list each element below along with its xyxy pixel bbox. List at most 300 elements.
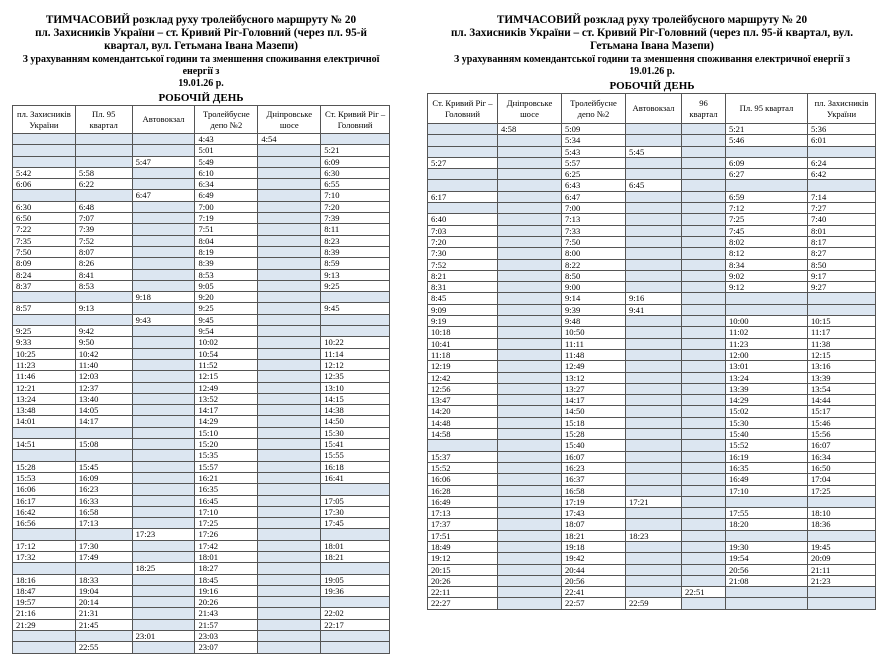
time-cell: 13:39 xyxy=(808,372,876,383)
time-cell xyxy=(682,169,726,180)
time-cell xyxy=(132,269,195,280)
time-cell: 19:30 xyxy=(726,541,808,552)
table-row xyxy=(13,450,390,461)
time-cell: 17:30 xyxy=(75,540,132,551)
time-cell: 5:42 xyxy=(13,167,76,178)
time-cell xyxy=(132,326,195,337)
time-cell: 17:04 xyxy=(808,474,876,485)
table-row xyxy=(13,258,390,269)
time-cell xyxy=(808,180,876,191)
time-cell: 17:55 xyxy=(726,508,808,519)
time-cell: 14:20 xyxy=(428,406,498,417)
table-row xyxy=(13,213,390,224)
time-cell: 15:30 xyxy=(726,417,808,428)
time-cell xyxy=(682,395,726,406)
time-cell xyxy=(132,461,195,472)
time-cell: 17:45 xyxy=(321,518,390,529)
time-cell: 7:50 xyxy=(562,236,626,247)
time-cell: 6:27 xyxy=(726,169,808,180)
column-header: Ст. Кривий Ріг – Головний xyxy=(321,106,390,134)
time-cell xyxy=(726,293,808,304)
time-cell xyxy=(498,564,562,575)
table-row xyxy=(428,474,876,485)
time-cell xyxy=(682,191,726,202)
time-cell xyxy=(626,541,682,552)
time-cell: 14:15 xyxy=(321,393,390,404)
time-cell: 8:34 xyxy=(726,259,808,270)
time-cell xyxy=(626,361,682,372)
time-cell: 14:29 xyxy=(195,416,258,427)
time-cell xyxy=(626,440,682,451)
time-cell: 9:33 xyxy=(13,337,76,348)
time-cell xyxy=(132,337,195,348)
time-cell: 8:09 xyxy=(13,258,76,269)
time-cell: 13:27 xyxy=(562,383,626,394)
time-cell xyxy=(132,371,195,382)
table-row xyxy=(13,484,390,495)
time-cell xyxy=(498,462,562,473)
table-row xyxy=(13,371,390,382)
time-cell: 17:37 xyxy=(428,519,498,530)
time-cell: 20:26 xyxy=(428,575,498,586)
time-cell xyxy=(682,406,726,417)
time-cell xyxy=(498,225,562,236)
time-cell: 16:50 xyxy=(808,462,876,473)
time-cell xyxy=(626,417,682,428)
time-cell xyxy=(808,304,876,315)
time-cell: 8:39 xyxy=(195,258,258,269)
time-cell: 6:17 xyxy=(428,191,498,202)
table-row xyxy=(428,282,876,293)
time-cell xyxy=(626,327,682,338)
time-cell xyxy=(428,203,498,214)
time-cell: 5:27 xyxy=(428,157,498,168)
time-cell: 14:51 xyxy=(13,439,76,450)
table-row xyxy=(428,304,876,315)
time-cell xyxy=(498,282,562,293)
time-cell: 18:01 xyxy=(321,540,390,551)
time-cell xyxy=(258,439,321,450)
time-cell xyxy=(682,541,726,552)
time-cell: 9:50 xyxy=(75,337,132,348)
time-cell xyxy=(13,292,76,303)
time-cell: 12:37 xyxy=(75,382,132,393)
time-cell xyxy=(498,395,562,406)
time-cell: 7:19 xyxy=(195,213,258,224)
table-row xyxy=(428,417,876,428)
time-cell: 15:41 xyxy=(321,439,390,450)
table-row xyxy=(428,383,876,394)
time-cell xyxy=(498,180,562,191)
time-cell: 18:16 xyxy=(13,574,76,585)
time-cell xyxy=(13,631,76,642)
time-cell: 21:43 xyxy=(195,608,258,619)
time-cell: 5:21 xyxy=(321,145,390,156)
time-cell: 9:17 xyxy=(808,270,876,281)
time-cell xyxy=(626,225,682,236)
time-cell: 7:10 xyxy=(321,190,390,201)
time-cell: 18:33 xyxy=(75,574,132,585)
time-cell: 17:13 xyxy=(75,518,132,529)
time-cell: 18:07 xyxy=(562,519,626,530)
time-cell xyxy=(682,383,726,394)
time-cell xyxy=(428,169,498,180)
table-row xyxy=(428,372,876,383)
time-cell xyxy=(682,225,726,236)
time-cell: 14:38 xyxy=(321,405,390,416)
time-cell xyxy=(258,224,321,235)
time-cell: 18:47 xyxy=(13,585,76,596)
time-cell xyxy=(258,235,321,246)
time-cell: 15:56 xyxy=(808,429,876,440)
time-cell: 18:21 xyxy=(562,530,626,541)
table-row xyxy=(428,485,876,496)
time-cell: 5:58 xyxy=(75,167,132,178)
time-cell xyxy=(682,338,726,349)
table-row xyxy=(13,642,390,653)
table-row xyxy=(13,303,390,314)
time-cell xyxy=(498,417,562,428)
schedule-header xyxy=(427,14,877,78)
time-cell xyxy=(258,246,321,257)
column-header: Пл. 95 квартал xyxy=(726,94,808,124)
title-line-3: Гетьмана Івана Мазепи) xyxy=(590,40,714,52)
time-cell: 12:42 xyxy=(428,372,498,383)
time-cell: 14:01 xyxy=(13,416,76,427)
time-cell: 7:52 xyxy=(428,259,498,270)
time-cell: 7:45 xyxy=(726,225,808,236)
time-cell: 19:12 xyxy=(428,553,498,564)
time-cell xyxy=(258,303,321,314)
time-cell: 12:49 xyxy=(195,382,258,393)
time-cell: 13:16 xyxy=(808,361,876,372)
time-cell xyxy=(132,619,195,630)
time-cell xyxy=(13,563,76,574)
time-cell xyxy=(498,598,562,609)
time-cell: 6:47 xyxy=(132,190,195,201)
time-cell xyxy=(258,179,321,190)
table-row xyxy=(13,359,390,370)
time-cell xyxy=(726,496,808,507)
time-cell: 21:31 xyxy=(75,608,132,619)
time-cell xyxy=(258,292,321,303)
time-cell: 13:52 xyxy=(195,393,258,404)
time-cell xyxy=(682,508,726,519)
time-cell xyxy=(258,529,321,540)
time-cell: 10:00 xyxy=(726,316,808,327)
time-cell xyxy=(682,282,726,293)
time-cell xyxy=(132,280,195,291)
time-cell xyxy=(626,553,682,564)
table-row xyxy=(428,395,876,406)
time-cell: 15:17 xyxy=(808,406,876,417)
time-cell: 6:42 xyxy=(808,169,876,180)
time-cell: 7:14 xyxy=(808,191,876,202)
time-cell: 8:37 xyxy=(13,280,76,291)
schedule-page-right xyxy=(427,0,877,610)
column-header: Ст. Кривий Ріг – Головний xyxy=(428,94,498,124)
time-cell: 16:23 xyxy=(75,484,132,495)
time-cell: 7:27 xyxy=(808,203,876,214)
table-row xyxy=(13,631,390,642)
time-cell: 16:56 xyxy=(13,518,76,529)
time-cell xyxy=(498,146,562,157)
time-cell: 8:23 xyxy=(321,235,390,246)
time-cell: 17:25 xyxy=(808,485,876,496)
time-cell: 12:15 xyxy=(808,349,876,360)
table-row xyxy=(428,338,876,349)
time-cell xyxy=(258,461,321,472)
time-cell xyxy=(682,553,726,564)
time-cell: 12:00 xyxy=(726,349,808,360)
time-cell: 18:20 xyxy=(726,519,808,530)
time-cell: 17:10 xyxy=(726,485,808,496)
time-cell xyxy=(808,530,876,541)
table-row xyxy=(428,270,876,281)
time-cell: 6:09 xyxy=(321,156,390,167)
time-cell: 21:16 xyxy=(13,608,76,619)
title-line-1: ТИМЧАСОВИЙ розклад руху тролейбусного маршруту № 20 xyxy=(496,14,808,26)
time-cell xyxy=(808,496,876,507)
notice-line-2: 19.01.26 р. xyxy=(629,66,675,77)
time-cell: 23:03 xyxy=(195,631,258,642)
time-cell xyxy=(258,450,321,461)
time-cell: 8:39 xyxy=(321,246,390,257)
time-cell xyxy=(682,293,726,304)
table-row xyxy=(13,280,390,291)
table-row xyxy=(13,585,390,596)
time-cell: 9:19 xyxy=(428,316,498,327)
time-cell xyxy=(626,429,682,440)
time-cell xyxy=(498,474,562,485)
time-cell: 22:02 xyxy=(321,608,390,619)
time-cell xyxy=(258,201,321,212)
table-row xyxy=(13,405,390,416)
time-cell xyxy=(132,574,195,585)
time-cell xyxy=(682,316,726,327)
time-cell xyxy=(682,124,726,135)
table-row xyxy=(13,506,390,517)
header-row xyxy=(428,94,876,124)
time-cell: 22:27 xyxy=(428,598,498,609)
time-cell xyxy=(132,235,195,246)
time-cell: 14:44 xyxy=(808,395,876,406)
time-cell: 11:02 xyxy=(726,327,808,338)
time-cell: 9:09 xyxy=(428,304,498,315)
time-cell: 6:45 xyxy=(626,180,682,191)
time-cell: 6:49 xyxy=(195,190,258,201)
time-cell: 9:42 xyxy=(75,326,132,337)
time-cell xyxy=(726,180,808,191)
time-cell xyxy=(132,439,195,450)
table-row xyxy=(13,461,390,472)
time-cell: 19:54 xyxy=(726,553,808,564)
time-cell xyxy=(258,518,321,529)
time-cell: 14:05 xyxy=(75,405,132,416)
time-cell xyxy=(75,292,132,303)
time-cell xyxy=(498,383,562,394)
table-row xyxy=(428,124,876,135)
time-cell xyxy=(132,495,195,506)
time-cell: 13:40 xyxy=(75,393,132,404)
time-cell: 7:03 xyxy=(428,225,498,236)
time-cell xyxy=(682,203,726,214)
time-cell xyxy=(626,564,682,575)
time-cell xyxy=(498,135,562,146)
time-cell: 16:45 xyxy=(195,495,258,506)
time-cell xyxy=(75,190,132,201)
table-row xyxy=(428,451,876,462)
time-cell xyxy=(682,417,726,428)
time-cell: 15:02 xyxy=(726,406,808,417)
time-cell: 7:13 xyxy=(562,214,626,225)
time-cell xyxy=(132,427,195,438)
time-cell: 17:12 xyxy=(13,540,76,551)
time-cell: 8:17 xyxy=(808,236,876,247)
time-cell xyxy=(682,270,726,281)
table-row xyxy=(13,326,390,337)
time-cell xyxy=(498,451,562,462)
time-cell xyxy=(258,574,321,585)
time-cell: 16:17 xyxy=(13,495,76,506)
time-cell: 8:11 xyxy=(321,224,390,235)
time-cell: 13:01 xyxy=(726,361,808,372)
time-cell xyxy=(321,314,390,325)
time-cell xyxy=(498,316,562,327)
table-row xyxy=(13,518,390,529)
time-cell: 12:03 xyxy=(75,371,132,382)
time-cell xyxy=(726,598,808,609)
time-cell xyxy=(258,359,321,370)
time-cell: 15:45 xyxy=(75,461,132,472)
time-cell: 11:14 xyxy=(321,348,390,359)
table-row xyxy=(428,180,876,191)
time-cell xyxy=(498,349,562,360)
table-row xyxy=(13,156,390,167)
time-cell xyxy=(498,157,562,168)
time-cell: 8:53 xyxy=(195,269,258,280)
time-cell: 8:41 xyxy=(75,269,132,280)
time-cell: 16:35 xyxy=(726,462,808,473)
time-cell xyxy=(258,416,321,427)
time-cell: 15:53 xyxy=(13,472,76,483)
time-cell xyxy=(498,169,562,180)
time-cell: 8:50 xyxy=(808,259,876,270)
time-cell xyxy=(132,348,195,359)
time-cell xyxy=(258,269,321,280)
time-cell xyxy=(132,167,195,178)
column-header: пл. Захисників України xyxy=(808,94,876,124)
time-cell: 8:12 xyxy=(726,248,808,259)
time-cell xyxy=(626,248,682,259)
time-cell xyxy=(258,348,321,359)
time-cell xyxy=(428,180,498,191)
time-cell xyxy=(682,519,726,530)
time-cell: 18:21 xyxy=(321,551,390,562)
table-row xyxy=(428,259,876,270)
time-cell xyxy=(321,642,390,653)
time-cell xyxy=(75,156,132,167)
time-cell: 10:42 xyxy=(75,348,132,359)
table-row xyxy=(13,529,390,540)
notice-line-1: З урахуванням комендантської години та зменшення споживання електричної енергії з xyxy=(453,54,851,65)
time-cell: 9:43 xyxy=(132,314,195,325)
time-cell: 16:09 xyxy=(75,472,132,483)
table-row xyxy=(13,393,390,404)
time-cell xyxy=(626,519,682,530)
time-cell: 7:50 xyxy=(13,246,76,257)
time-cell xyxy=(258,472,321,483)
time-cell xyxy=(132,506,195,517)
time-cell xyxy=(132,518,195,529)
time-cell: 7:30 xyxy=(428,248,498,259)
time-cell xyxy=(682,496,726,507)
time-cell: 16:37 xyxy=(562,474,626,485)
time-cell: 22:57 xyxy=(562,598,626,609)
time-cell xyxy=(498,338,562,349)
time-cell: 6:50 xyxy=(13,213,76,224)
time-cell: 9:20 xyxy=(195,292,258,303)
time-cell: 9:45 xyxy=(321,303,390,314)
time-cell xyxy=(132,472,195,483)
time-cell: 17:42 xyxy=(195,540,258,551)
time-cell xyxy=(132,246,195,257)
time-cell xyxy=(808,598,876,609)
time-cell: 12:49 xyxy=(562,361,626,372)
time-cell: 8:22 xyxy=(562,259,626,270)
time-cell xyxy=(682,146,726,157)
time-cell xyxy=(498,270,562,281)
time-cell xyxy=(626,270,682,281)
time-cell: 8:04 xyxy=(195,235,258,246)
time-cell xyxy=(498,248,562,259)
time-cell xyxy=(132,597,195,608)
time-cell: 19:16 xyxy=(195,585,258,596)
time-cell: 10:18 xyxy=(428,327,498,338)
time-cell: 6:10 xyxy=(195,167,258,178)
table-row xyxy=(428,575,876,586)
time-cell xyxy=(132,134,195,145)
time-cell xyxy=(13,156,76,167)
column-header: Автовокзал xyxy=(626,94,682,124)
column-header: Пл. 95 квартал xyxy=(75,106,132,134)
time-cell xyxy=(13,427,76,438)
time-cell: 15:10 xyxy=(195,427,258,438)
time-cell xyxy=(626,259,682,270)
time-cell: 9:39 xyxy=(562,304,626,315)
time-cell: 7:35 xyxy=(13,235,76,246)
time-cell: 17:49 xyxy=(75,551,132,562)
time-cell: 9:13 xyxy=(75,303,132,314)
time-cell xyxy=(321,134,390,145)
time-cell: 5:09 xyxy=(562,124,626,135)
table-row xyxy=(428,530,876,541)
time-cell: 16:06 xyxy=(13,484,76,495)
time-cell xyxy=(132,450,195,461)
time-cell xyxy=(75,450,132,461)
time-cell: 20:26 xyxy=(195,597,258,608)
notice-line-2: 19.01.26 р. xyxy=(178,78,224,89)
time-cell: 14:17 xyxy=(562,395,626,406)
time-cell xyxy=(626,282,682,293)
time-cell xyxy=(258,382,321,393)
table-row xyxy=(428,203,876,214)
time-cell: 6:59 xyxy=(726,191,808,202)
time-cell: 15:40 xyxy=(726,429,808,440)
time-cell: 6:09 xyxy=(726,157,808,168)
table-row xyxy=(13,382,390,393)
time-cell: 10:25 xyxy=(13,348,76,359)
